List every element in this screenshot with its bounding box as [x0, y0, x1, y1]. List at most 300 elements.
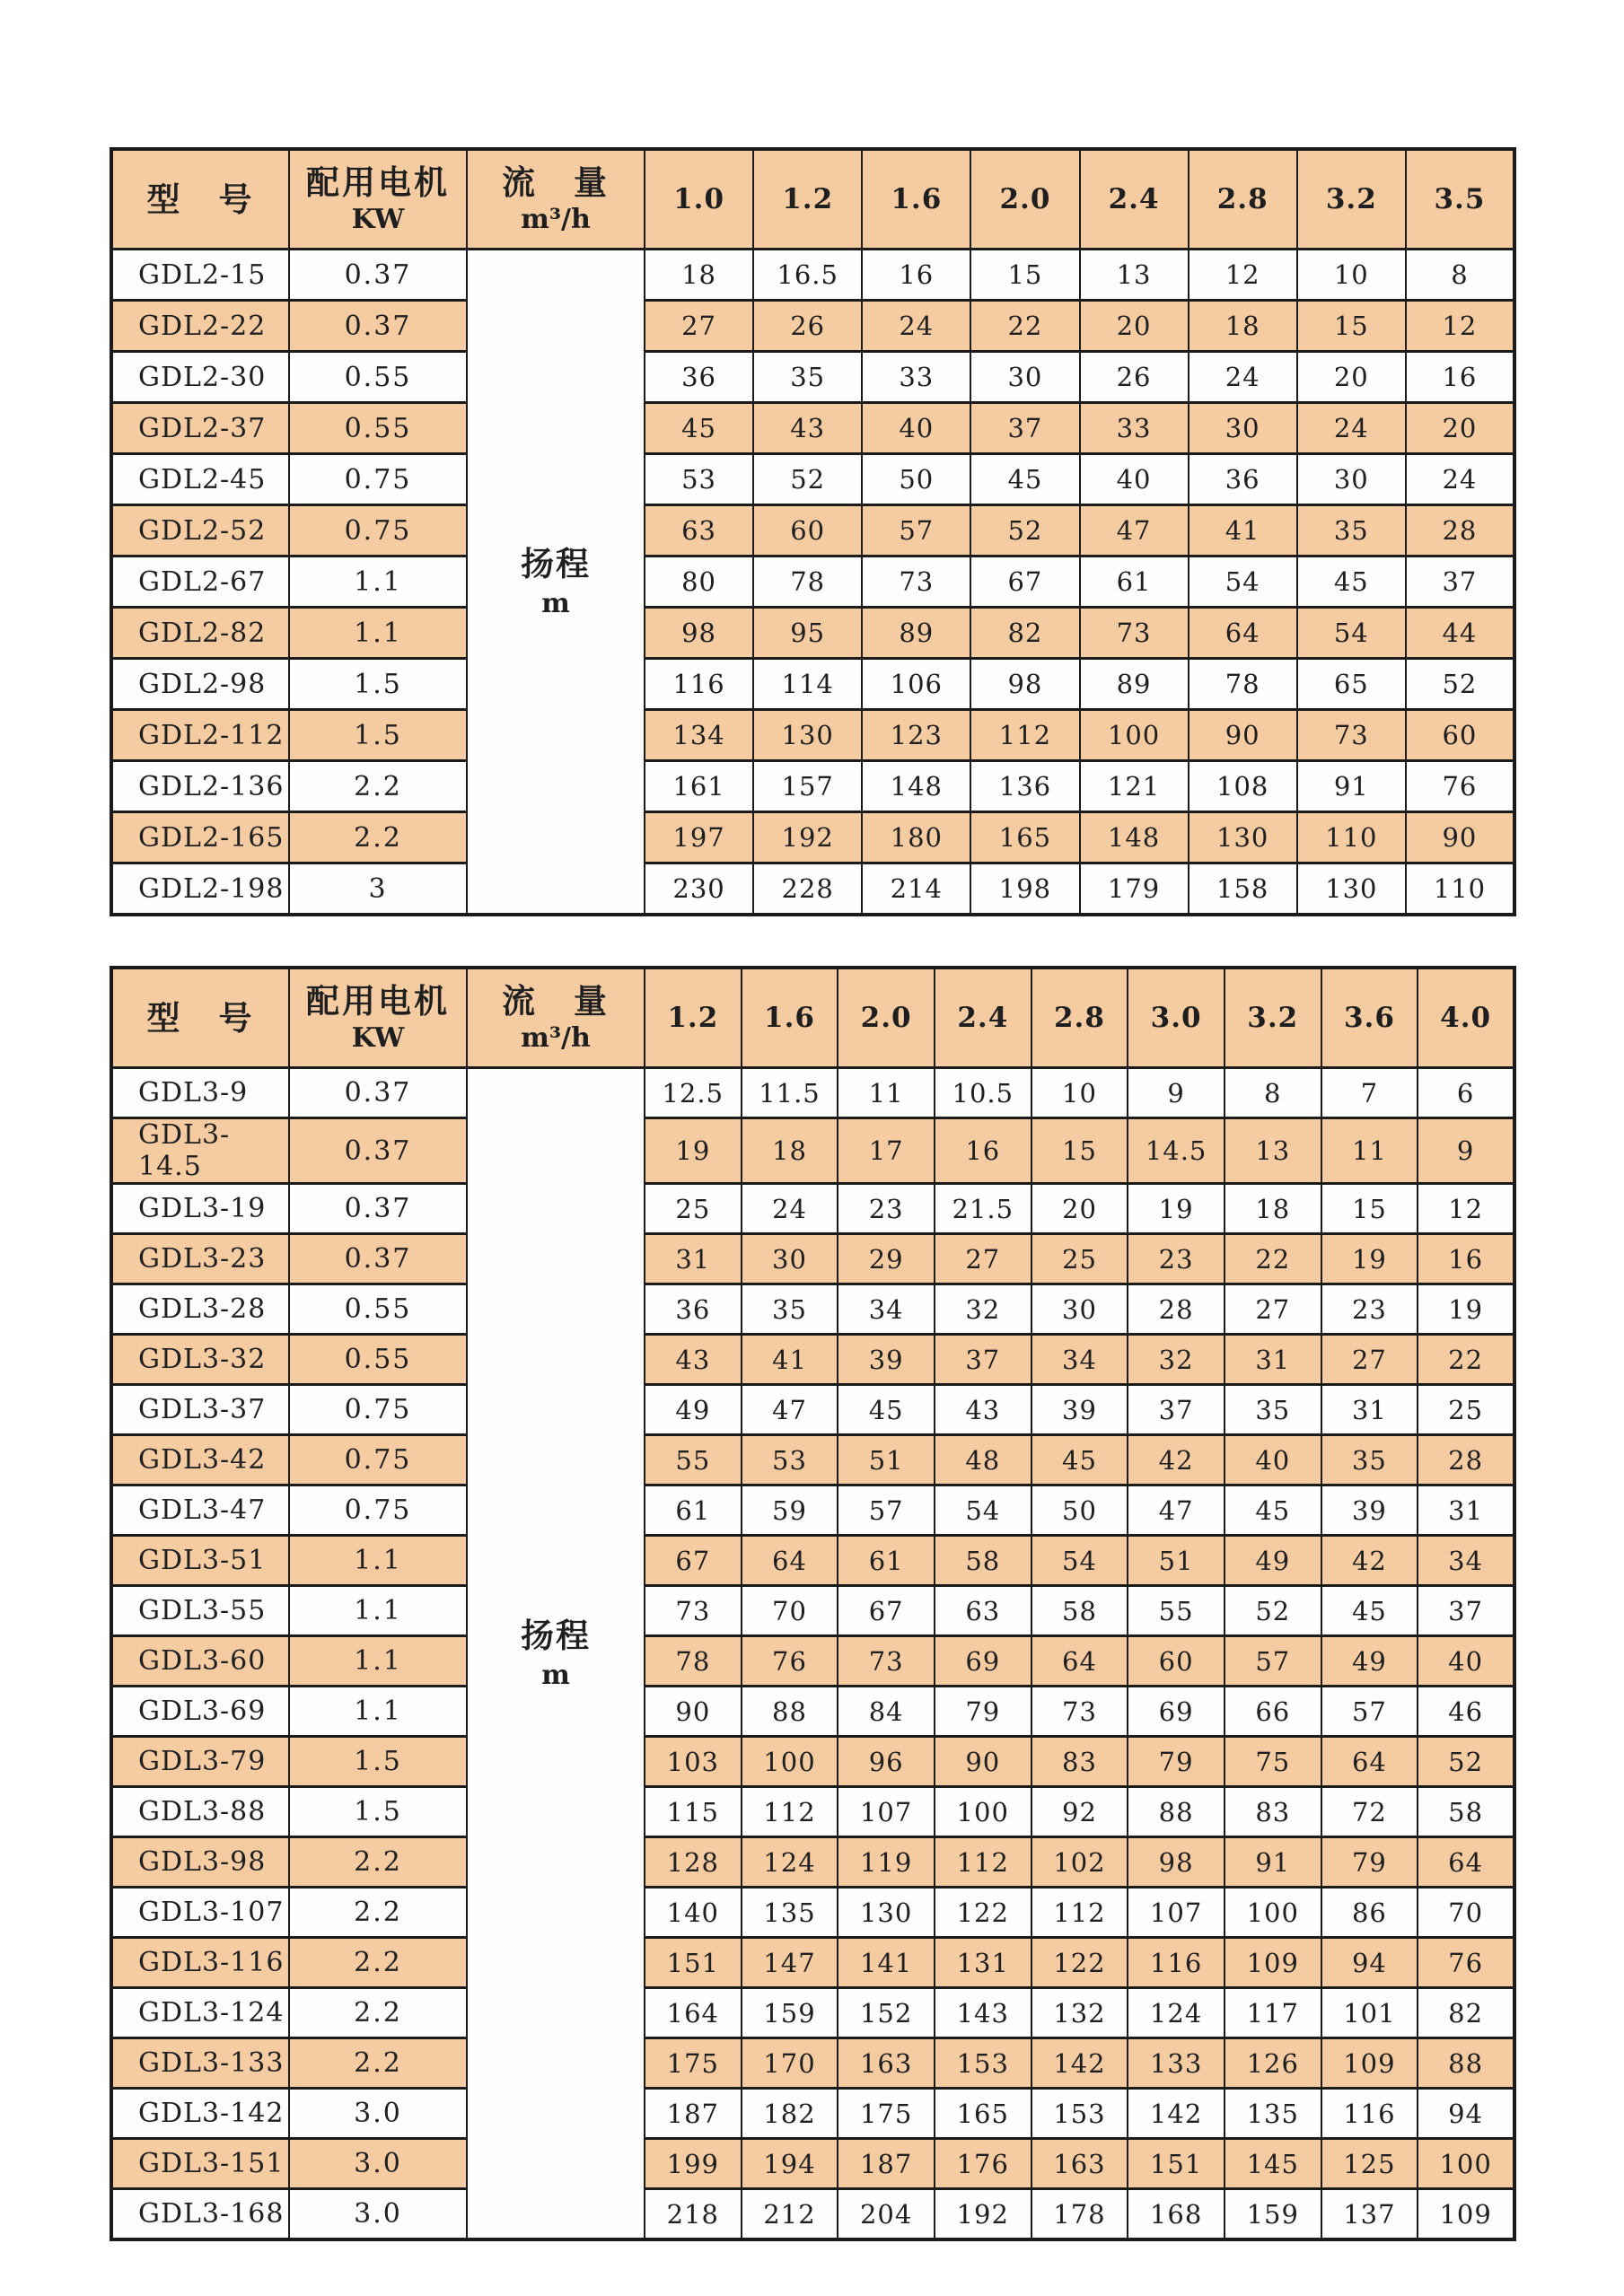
table-body	[111, 250, 1514, 916]
head-value-cell: 159	[1225, 2189, 1321, 2240]
head-value-cell: 60	[1128, 1636, 1225, 1687]
model-header-label: 型 号	[146, 997, 255, 1038]
head-value-cell: 35	[1297, 505, 1406, 556]
head-value-cell: 26	[753, 301, 862, 352]
head-value-cell: 100	[742, 1737, 838, 1787]
head-value-cell: 88	[742, 1687, 838, 1737]
head-value-cell: 31	[1225, 1335, 1321, 1385]
flowrate-header-value: 3.5	[1434, 183, 1486, 215]
head-value-cell: 79	[935, 1687, 1031, 1737]
model-cell: GDL3-142	[111, 2089, 289, 2139]
head-value-cell: 37	[1406, 556, 1514, 608]
motor-kw-cell: 0.75	[289, 1385, 467, 1435]
head-value-cell: 180	[862, 812, 970, 863]
head-value-cell: 142	[1128, 2089, 1225, 2139]
head-value-cell: 137	[1321, 2189, 1418, 2240]
head-value-cell: 98	[970, 659, 1079, 710]
head-value-cell: 69	[935, 1636, 1031, 1687]
head-value-cell: 45	[1031, 1435, 1128, 1485]
col-header-flowrate	[1406, 149, 1514, 250]
head-value-cell: 178	[1031, 2189, 1128, 2240]
head-value-cell: 69	[1128, 1687, 1225, 1737]
table-row	[111, 2189, 1514, 2240]
head-value-cell: 100	[1080, 710, 1189, 761]
head-value-cell: 36	[645, 1284, 742, 1335]
head-value-cell: 33	[1080, 403, 1189, 454]
model-cell: GDL3-60	[111, 1636, 289, 1687]
head-value-cell: 25	[645, 1184, 742, 1234]
motor-kw-cell: 1.5	[289, 1737, 467, 1787]
col-header-flowrate	[645, 968, 742, 1068]
col-header-flowrate	[970, 149, 1079, 250]
head-value-cell: 8	[1225, 1068, 1321, 1118]
head-value-cell: 58	[1031, 1586, 1128, 1636]
head-value-cell: 40	[1225, 1435, 1321, 1485]
head-value-cell: 20	[1080, 301, 1189, 352]
flowrate-header-value: 3.6	[1343, 1002, 1395, 1034]
head-value-cell: 18	[1225, 1184, 1321, 1234]
head-value-cell: 61	[838, 1536, 935, 1586]
head-value-cell: 109	[1321, 2038, 1418, 2089]
head-value-cell: 91	[1297, 761, 1406, 812]
head-value-cell: 43	[645, 1335, 742, 1385]
motor-header-label: 配用电机	[306, 981, 450, 1021]
head-value-cell: 42	[1321, 1536, 1418, 1586]
head-value-cell: 228	[753, 863, 862, 916]
col-header-flowrate	[742, 968, 838, 1068]
head-value-cell: 45	[1225, 1485, 1321, 1536]
head-value-cell: 37	[1128, 1385, 1225, 1435]
head-value-cell: 136	[970, 761, 1079, 812]
motor-kw-cell: 1.1	[289, 556, 467, 608]
head-value-cell: 46	[1418, 1687, 1514, 1737]
table-row	[111, 1118, 1514, 1184]
head-value-cell: 15	[1031, 1118, 1128, 1184]
table-row	[111, 1385, 1514, 1435]
head-value-cell: 76	[1406, 761, 1514, 812]
motor-kw-cell: 1.5	[289, 1787, 467, 1837]
model-cell: GDL3-14.5	[111, 1118, 289, 1184]
head-value-cell: 107	[838, 1787, 935, 1837]
head-value-cell: 194	[742, 2139, 838, 2189]
table-row	[111, 2139, 1514, 2189]
head-value-cell: 143	[935, 1988, 1031, 2038]
head-value-cell: 54	[1031, 1536, 1128, 1586]
head-value-cell: 73	[645, 1586, 742, 1636]
head-value-cell: 9	[1418, 1118, 1514, 1184]
table-row	[111, 1687, 1514, 1737]
model-cell: GDL3-88	[111, 1787, 289, 1837]
head-value-cell: 164	[645, 1988, 742, 2038]
motor-kw-cell: 1.5	[289, 710, 467, 761]
head-value-cell: 12	[1406, 301, 1514, 352]
head-value-cell: 47	[1080, 505, 1189, 556]
head-value-cell: 18	[742, 1118, 838, 1184]
head-value-cell: 83	[1225, 1787, 1321, 1837]
head-value-cell: 23	[1321, 1284, 1418, 1335]
head-value-cell: 100	[1418, 2139, 1514, 2189]
head-value-cell: 114	[753, 659, 862, 710]
head-value-cell: 58	[935, 1536, 1031, 1586]
head-value-cell: 33	[862, 352, 970, 403]
motor-kw-cell: 2.2	[289, 1888, 467, 1938]
head-value-cell: 92	[1031, 1787, 1128, 1837]
head-value-cell: 61	[645, 1485, 742, 1536]
head-value-cell: 52	[1225, 1586, 1321, 1636]
head-value-cell: 112	[1031, 1888, 1128, 1938]
col-header-flowrate	[862, 149, 970, 250]
table-row	[111, 1787, 1514, 1837]
col-header-model	[111, 149, 289, 250]
head-value-cell: 40	[1080, 454, 1189, 505]
head-value-cell: 40	[1418, 1636, 1514, 1687]
col-header-flowrate	[1225, 968, 1321, 1068]
col-header-flowrate	[1031, 968, 1128, 1068]
head-value-cell: 170	[742, 2038, 838, 2089]
head-value-cell: 86	[1321, 1888, 1418, 1938]
head-value-cell: 90	[645, 1687, 742, 1737]
head-value-cell: 16	[862, 250, 970, 301]
head-value-cell: 83	[1031, 1737, 1128, 1787]
model-cell: GDL2-37	[111, 403, 289, 454]
col-header-motor-kw	[289, 149, 467, 250]
flow-header-label: 流 量	[502, 162, 610, 203]
model-cell: GDL3-55	[111, 1586, 289, 1636]
flowrate-header-value: 1.6	[764, 1002, 815, 1034]
head-value-cell: 63	[645, 505, 753, 556]
col-header-motor-kw	[289, 968, 467, 1068]
head-value-cell: 91	[1225, 1837, 1321, 1888]
head-value-cell: 100	[935, 1787, 1031, 1837]
head-value-cell: 64	[1189, 608, 1297, 659]
head-value-cell: 117	[1225, 1988, 1321, 2038]
head-value-cell: 28	[1128, 1284, 1225, 1335]
head-value-cell: 73	[862, 556, 970, 608]
model-cell: GDL3-168	[111, 2189, 289, 2240]
table-row	[111, 1586, 1514, 1636]
head-value-cell: 116	[1321, 2089, 1418, 2139]
head-value-cell: 182	[742, 2089, 838, 2139]
head-value-cell: 11	[838, 1068, 935, 1118]
table-row	[111, 505, 1514, 556]
head-value-cell: 11	[1321, 1118, 1418, 1184]
motor-kw-cell: 2.2	[289, 1837, 467, 1888]
head-value-cell: 157	[753, 761, 862, 812]
motor-kw-cell: 0.37	[289, 1118, 467, 1184]
head-value-cell: 94	[1418, 2089, 1514, 2139]
table-row	[111, 1636, 1514, 1687]
table-row	[111, 761, 1514, 812]
head-value-cell: 45	[970, 454, 1079, 505]
model-cell: GDL3-42	[111, 1435, 289, 1485]
head-value-cell: 17	[838, 1118, 935, 1184]
head-value-cell: 49	[1225, 1536, 1321, 1586]
head-value-cell: 112	[970, 710, 1079, 761]
head-value-cell: 16	[935, 1118, 1031, 1184]
col-header-flowrate	[1418, 968, 1514, 1068]
head-value-cell: 135	[742, 1888, 838, 1938]
head-value-cell: 126	[1225, 2038, 1321, 2089]
head-value-cell: 35	[742, 1284, 838, 1335]
head-value-cell: 20	[1406, 403, 1514, 454]
flowrate-header-value: 2.0	[999, 183, 1051, 215]
head-value-cell: 18	[1189, 301, 1297, 352]
head-value-cell: 49	[1321, 1636, 1418, 1687]
model-cell: GDL3-98	[111, 1837, 289, 1888]
head-value-cell: 27	[1321, 1335, 1418, 1385]
head-value-cell: 24	[862, 301, 970, 352]
head-value-cell: 102	[1031, 1837, 1128, 1888]
model-cell: GDL2-67	[111, 556, 289, 608]
head-value-cell: 30	[970, 352, 1079, 403]
head-value-cell: 47	[742, 1385, 838, 1435]
model-cell: GDL2-30	[111, 352, 289, 403]
model-cell: GDL2-198	[111, 863, 289, 916]
head-value-cell: 24	[1406, 454, 1514, 505]
head-value-cell: 30	[742, 1234, 838, 1284]
head-value-cell: 175	[645, 2038, 742, 2089]
head-value-cell: 134	[645, 710, 753, 761]
head-value-cell: 76	[1418, 1938, 1514, 1988]
model-cell: GDL2-45	[111, 454, 289, 505]
motor-kw-cell: 0.75	[289, 454, 467, 505]
table-row	[111, 301, 1514, 352]
flowrate-header-value: 1.0	[673, 183, 725, 215]
head-value-cell: 35	[1321, 1435, 1418, 1485]
table-row	[111, 608, 1514, 659]
head-value-cell: 54	[1189, 556, 1297, 608]
table-body	[111, 1068, 1514, 2240]
head-value-cell: 125	[1321, 2139, 1418, 2189]
head-value-cell: 57	[838, 1485, 935, 1536]
flowrate-header-value: 2.4	[957, 1002, 1009, 1034]
head-value-cell: 45	[838, 1385, 935, 1435]
head-value-cell: 158	[1189, 863, 1297, 916]
model-cell: GDL2-98	[111, 659, 289, 710]
motor-kw-cell: 1.1	[289, 608, 467, 659]
head-value-cell: 130	[1189, 812, 1297, 863]
head-value-cell: 73	[1080, 608, 1189, 659]
motor-kw-cell: 0.55	[289, 403, 467, 454]
head-value-cell: 41	[742, 1335, 838, 1385]
model-cell: GDL3-151	[111, 2139, 289, 2189]
flowrate-header-value: 2.8	[1216, 183, 1268, 215]
head-value-cell: 135	[1225, 2089, 1321, 2139]
head-value-cell: 51	[838, 1435, 935, 1485]
head-value-cell: 25	[1031, 1234, 1128, 1284]
head-value-cell: 16	[1418, 1234, 1514, 1284]
model-cell: GDL2-82	[111, 608, 289, 659]
head-value-cell: 19	[645, 1118, 742, 1184]
head-value-cell: 34	[838, 1284, 935, 1335]
head-value-cell: 39	[1321, 1485, 1418, 1536]
head-value-cell: 130	[753, 710, 862, 761]
head-value-cell: 192	[935, 2189, 1031, 2240]
head-value-cell: 101	[1321, 1988, 1418, 2038]
table-row	[111, 710, 1514, 761]
head-value-cell: 63	[935, 1586, 1031, 1636]
head-value-cell: 119	[838, 1837, 935, 1888]
head-value-cell: 151	[645, 1938, 742, 1988]
head-value-cell: 16.5	[753, 250, 862, 301]
model-cell: GDL3-28	[111, 1284, 289, 1335]
col-header-flowrate	[1321, 968, 1418, 1068]
motor-kw-cell: 0.75	[289, 505, 467, 556]
motor-kw-cell: 0.75	[289, 1435, 467, 1485]
head-value-cell: 40	[862, 403, 970, 454]
col-header-model	[111, 968, 289, 1068]
head-value-cell: 24	[1297, 403, 1406, 454]
motor-kw-cell: 0.75	[289, 1485, 467, 1536]
col-header-flowrate	[1189, 149, 1297, 250]
col-header-flow	[467, 968, 645, 1068]
head-value-cell: 57	[1225, 1636, 1321, 1687]
head-value-cell: 43	[753, 403, 862, 454]
col-header-flowrate	[645, 149, 753, 250]
model-cell: GDL3-51	[111, 1536, 289, 1586]
head-value-cell: 95	[753, 608, 862, 659]
head-value-cell: 10	[1031, 1068, 1128, 1118]
head-value-cell: 73	[1297, 710, 1406, 761]
head-value-cell: 79	[1321, 1837, 1418, 1888]
head-value-cell: 55	[645, 1435, 742, 1485]
head-value-cell: 28	[1418, 1435, 1514, 1485]
head-value-cell: 98	[645, 608, 753, 659]
head-value-cell: 57	[1321, 1687, 1418, 1737]
head-label: 扬程	[521, 1616, 591, 1656]
head-value-cell: 65	[1297, 659, 1406, 710]
head-value-cell: 64	[1031, 1636, 1128, 1687]
motor-kw-cell: 0.37	[289, 250, 467, 301]
head-merged-cell	[467, 1068, 645, 2240]
header-row	[111, 149, 1514, 250]
head-value-cell: 103	[645, 1737, 742, 1787]
head-value-cell: 57	[862, 505, 970, 556]
col-header-flowrate	[935, 968, 1031, 1068]
motor-kw-cell: 0.37	[289, 301, 467, 352]
head-value-cell: 23	[1128, 1234, 1225, 1284]
table-row	[111, 1485, 1514, 1536]
model-cell: GDL3-47	[111, 1485, 289, 1536]
head-merged-cell	[467, 250, 645, 916]
flowrate-header-value: 2.8	[1053, 1002, 1105, 1034]
flow-header-unit: m³/h	[521, 204, 591, 236]
table-row	[111, 1284, 1514, 1335]
head-value-cell: 55	[1128, 1586, 1225, 1636]
table-row	[111, 250, 1514, 301]
head-value-cell: 54	[935, 1485, 1031, 1536]
model-cell: GDL3-107	[111, 1888, 289, 1938]
head-value-cell: 153	[935, 2038, 1031, 2089]
head-value-cell: 39	[1031, 1385, 1128, 1435]
flowrate-header-value: 2.0	[860, 1002, 912, 1034]
head-unit: m	[541, 1659, 570, 1691]
head-value-cell: 49	[645, 1385, 742, 1435]
head-value-cell: 131	[935, 1938, 1031, 1988]
head-value-cell: 60	[1406, 710, 1514, 761]
head-value-cell: 27	[645, 301, 753, 352]
head-value-cell: 37	[935, 1335, 1031, 1385]
model-cell: GDL2-15	[111, 250, 289, 301]
head-value-cell: 10.5	[935, 1068, 1031, 1118]
head-value-cell: 15	[1297, 301, 1406, 352]
table-row	[111, 1068, 1514, 1118]
model-header-label: 型 号	[146, 179, 255, 219]
head-value-cell: 80	[645, 556, 753, 608]
head-value-cell: 22	[970, 301, 1079, 352]
head-value-cell: 122	[1031, 1938, 1128, 1988]
motor-kw-cell: 2.2	[289, 1938, 467, 1988]
head-value-cell: 14.5	[1128, 1118, 1225, 1184]
table-row	[111, 2089, 1514, 2139]
head-value-cell: 106	[862, 659, 970, 710]
table-row	[111, 1234, 1514, 1284]
head-value-cell: 128	[645, 1837, 742, 1888]
head-value-cell: 23	[838, 1184, 935, 1234]
col-header-flow	[467, 149, 645, 250]
head-value-cell: 159	[742, 1988, 838, 2038]
col-header-flowrate	[1080, 149, 1189, 250]
flowrate-header-value: 3.2	[1247, 1002, 1299, 1034]
head-value-cell: 212	[742, 2189, 838, 2240]
head-value-cell: 116	[1128, 1938, 1225, 1988]
head-value-cell: 51	[1128, 1536, 1225, 1586]
head-value-cell: 67	[645, 1536, 742, 1586]
head-value-cell: 12	[1189, 250, 1297, 301]
table-row	[111, 403, 1514, 454]
head-value-cell: 7	[1321, 1068, 1418, 1118]
head-value-cell: 19	[1321, 1234, 1418, 1284]
head-value-cell: 13	[1080, 250, 1189, 301]
table-row	[111, 812, 1514, 863]
col-header-flowrate	[1128, 968, 1225, 1068]
motor-kw-cell: 2.2	[289, 2038, 467, 2089]
head-value-cell: 50	[862, 454, 970, 505]
head-value-cell: 153	[1031, 2089, 1128, 2139]
col-header-flowrate	[1297, 149, 1406, 250]
head-value-cell: 73	[1031, 1687, 1128, 1737]
head-value-cell: 21.5	[935, 1184, 1031, 1234]
head-value-cell: 107	[1128, 1888, 1225, 1938]
head-value-cell: 140	[645, 1888, 742, 1938]
head-value-cell: 25	[1418, 1385, 1514, 1435]
head-value-cell: 82	[1418, 1988, 1514, 2038]
model-cell: GDL3-23	[111, 1234, 289, 1284]
motor-kw-cell: 3	[289, 863, 467, 916]
head-value-cell: 30	[1297, 454, 1406, 505]
head-value-cell: 15	[970, 250, 1079, 301]
head-value-cell: 59	[742, 1485, 838, 1536]
head-value-cell: 27	[935, 1234, 1031, 1284]
head-value-cell: 109	[1225, 1938, 1321, 1988]
head-value-cell: 45	[645, 403, 753, 454]
col-header-flowrate	[753, 149, 862, 250]
gdl3-spec-table	[110, 966, 1516, 2241]
head-value-cell: 24	[742, 1184, 838, 1234]
head-value-cell: 53	[645, 454, 753, 505]
head-value-cell: 98	[1128, 1837, 1225, 1888]
model-cell: GDL3-116	[111, 1938, 289, 1988]
model-cell: GDL3-79	[111, 1737, 289, 1787]
head-value-cell: 115	[645, 1787, 742, 1837]
head-value-cell: 204	[838, 2189, 935, 2240]
head-value-cell: 121	[1080, 761, 1189, 812]
table-row	[111, 1737, 1514, 1787]
head-value-cell: 148	[862, 761, 970, 812]
head-value-cell: 52	[753, 454, 862, 505]
head-value-cell: 52	[970, 505, 1079, 556]
head-value-cell: 72	[1321, 1787, 1418, 1837]
